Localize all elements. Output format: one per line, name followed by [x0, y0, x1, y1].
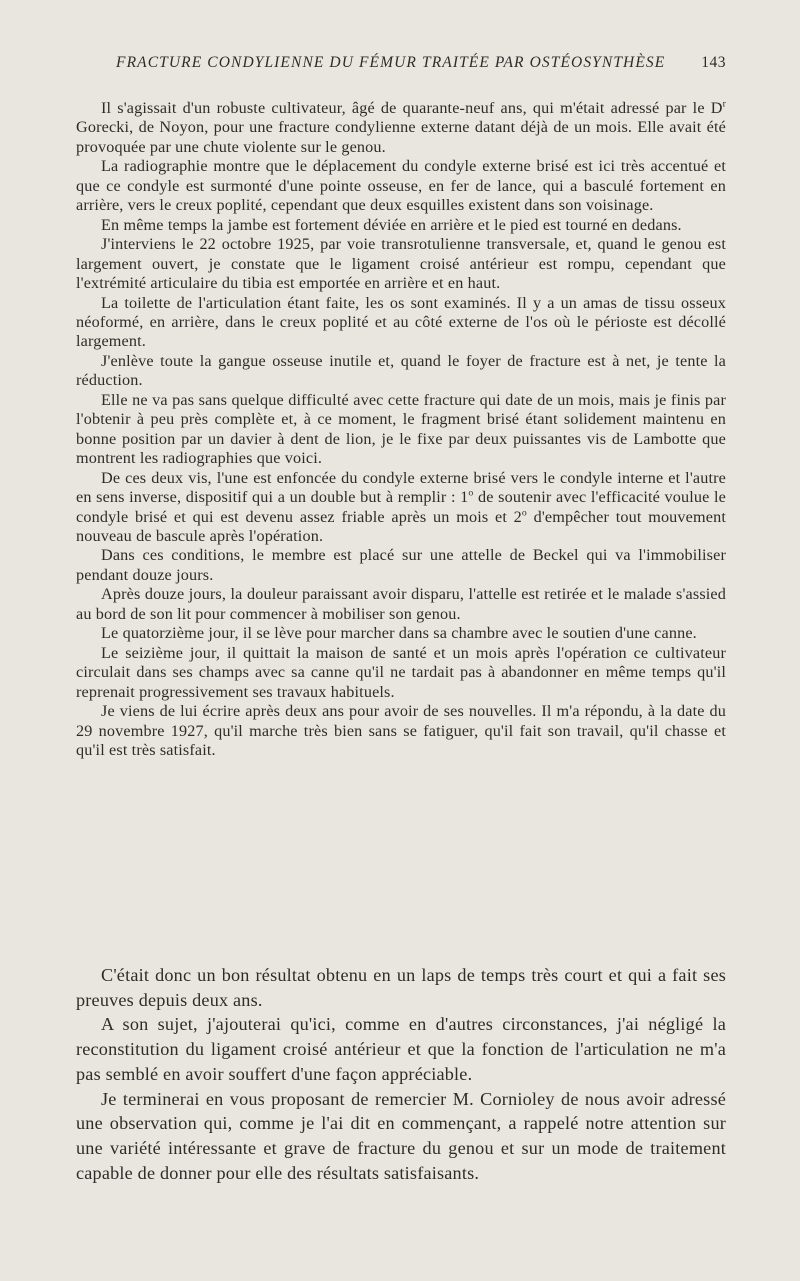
paragraph: Je terminerai en vous proposant de remercier M. Cornioley de nous avoir adressé une observation qui, comme je l'ai dit en commençant, a rappelé notre attention sur une variété intéressante et grave de fracture du genou et sur un mode de traitement capable de donner pour elle des résultats satisfaisants.	[76, 1088, 726, 1183]
paragraph: Il s'agissait d'un robuste cultivateur, âgé de quarante-neuf ans, qui m'était adressé par le $D^r$ Gorecki, de Noyon, pour une fracture condylienne externe datant déjà de un mois. Elle avait été provoquée par une chute violente sur le genou.	[76, 98, 726, 156]
paragraph: Je viens de lui écrire après deux ans pour avoir de ses nouvelles. Il m'a répondu, à la date du 29 novembre 1927, qu'il marche très bien sans se fatiguer, qu'il fait son travail, qu'il chasse et qu'il est très satisfait.	[76, 702, 726, 759]
paragraph: Le quatorzième jour, il se lève pour marcher dans sa chambre avec le soutien d'une canne.	[101, 624, 697, 643]
paragraph: C'était donc un bon résultat obtenu en un laps de temps très court et qui a fait ses preuves depuis deux ans.	[76, 965, 726, 1010]
paragraph: Après douze jours, la douleur paraissant avoir disparu, l'attelle est retirée et le malade s'assied au bord de son lit pour commencer à mobiliser son genou.	[76, 585, 726, 623]
paragraph: A son sujet, j'ajouterai qu'ici, comme en d'autres circonstances, j'ai négligé la reconstitution du ligament croisé antérieur et que la fonction de l'articulation ne m'a pas semblé en avoir souffert d'une façon appréciable.	[76, 1014, 726, 1084]
case-observation	[76, 99, 726, 760]
page-number: 143	[701, 54, 726, 71]
paragraph: Dans ces conditions, le membre est placé sur une attelle de Beckel qui va l'immobiliser pendant douze jours.	[76, 546, 726, 584]
paragraph: J'interviens le 22 octobre 1925, par voie transrotulienne transversale, et, quand le genou est largement ouvert, je constate que le ligament croisé antérieur est rompu, cependant que l'extrémité articulaire du tibia est emportée en arrière et en haut.	[76, 235, 726, 293]
paragraph: Elle ne va pas sans quelque difficulté avec cette fracture qui date de un mois, mais je finis par l'obtenir à peu près complète et, à ce moment, le fragment brisé étant solidement maintenu en bonne position par un davier à dent de lion, je le fixe par deux puissantes vis de Lambotte que montrent les radiographies que voici.	[76, 390, 726, 468]
paragraph: De ces deux vis, l'une est enfoncée du condyle externe brisé vers le condyle interne et l'autre en sens inverse, dispositif qui a un double but à remplir : 1$^o$ de soutenir avec l'efficacité voulue le condyle brisé et qui est devenu assez friable après un mois et 2$^o$ d'empêcher tout mouvement nouveau de bascule après l'opération.	[76, 468, 726, 545]
conclusion-text	[76, 963, 726, 1185]
running-header	[116, 54, 726, 76]
running-title: FRACTURE CONDYLIENNE DU FÉMUR TRAITÉE PAR OSTÉOSYNTHÈSE	[116, 54, 666, 71]
paragraph: En même temps la jambe est fortement déviée en arrière et le pied est tourné en dedans.	[101, 215, 682, 234]
paragraph: La radiographie montre que le déplacement du condyle externe brisé est ici très accentué et que ce condyle est surmonté d'une pointe osseuse, en fer de lance, qui a basculé fortement en arrière, vers le creux poplité, cependant que deux esquilles existent dans son voisinage.	[76, 157, 726, 215]
paragraph: Le seizième jour, il quittait la maison de santé et un mois après l'opération ce cultivateur circulait dans ses champs avec sa canne qu'il ne tardait pas à abandonner en même temps qu'il reprenait progressivement ses travaux habituels.	[76, 643, 726, 701]
paragraph: J'enlève toute la gangue osseuse inutile et, quand le foyer de fracture est à net, je tente la réduction.	[76, 351, 726, 390]
paragraph: La toilette de l'articulation étant faite, les os sont examinés. Il y a un amas de tissu osseux néoformé, en arrière, dans le creux poplité et au côté externe de l'os où le périoste est décollé largement.	[76, 293, 726, 351]
